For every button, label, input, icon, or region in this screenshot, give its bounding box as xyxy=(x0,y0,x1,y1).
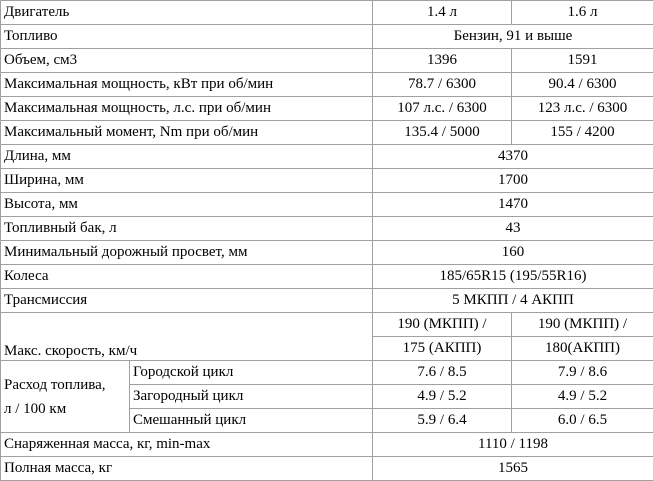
engine-col-1-4: 1.4 л xyxy=(373,1,512,25)
power-kw-value-1-6: 90.4 / 6300 xyxy=(512,73,653,97)
max-speed-1-6-line2: 180(АКПП) xyxy=(512,337,653,361)
torque-value-1-4: 135.4 / 5000 xyxy=(373,121,512,145)
consumption-cycle-city: Городской цикл xyxy=(130,361,373,385)
consumption-city-1-6: 7.9 / 8.6 xyxy=(512,361,653,385)
max-speed-1-6-line1: 190 (МКПП) / xyxy=(512,313,653,337)
length-value: 4370 xyxy=(373,145,653,169)
table-row xyxy=(1,313,653,337)
consumption-cycle-highway: Загородный цикл xyxy=(130,385,373,409)
engine-label: Двигатель xyxy=(1,1,373,25)
power-kw-label: Максимальная мощность, кВт при об/мин xyxy=(1,73,373,97)
height-value: 1470 xyxy=(373,193,653,217)
curb-mass-label: Снаряженная масса, кг, min-max xyxy=(1,433,373,457)
consumption-mixed-1-4: 5.9 / 6.4 xyxy=(373,409,512,433)
consumption-label-line2: л / 100 км xyxy=(4,401,66,417)
fuel-value: Бензин, 91 и выше xyxy=(373,25,653,49)
clearance-value: 160 xyxy=(373,241,653,265)
power-hp-value-1-4: 107 л.с. / 6300 xyxy=(373,97,512,121)
table-row xyxy=(1,241,653,265)
wheels-label: Колеса xyxy=(1,265,373,289)
length-label: Длина, мм xyxy=(1,145,373,169)
table-row xyxy=(1,433,653,457)
table-row xyxy=(1,457,653,481)
consumption-mixed-1-6: 6.0 / 6.5 xyxy=(512,409,653,433)
power-kw-value-1-4: 78.7 / 6300 xyxy=(373,73,512,97)
consumption-label-line1: Расход топлива, xyxy=(4,377,106,393)
transmission-value: 5 МКПП / 4 АКПП xyxy=(373,289,653,313)
max-speed-label: Макс. скорость, км/ч xyxy=(1,313,373,361)
width-label: Ширина, мм xyxy=(1,169,373,193)
power-hp-value-1-6: 123 л.с. / 6300 xyxy=(512,97,653,121)
curb-mass-value: 1110 / 1198 xyxy=(373,433,653,457)
consumption-cycle-mixed: Смешанный цикл xyxy=(130,409,373,433)
table-row xyxy=(1,193,653,217)
volume-label: Объем, см3 xyxy=(1,49,373,73)
table-row xyxy=(1,1,653,25)
torque-value-1-6: 155 / 4200 xyxy=(512,121,653,145)
torque-label: Максимальный момент, Nm при об/мин xyxy=(1,121,373,145)
consumption-highway-1-6: 4.9 / 5.2 xyxy=(512,385,653,409)
table-row xyxy=(1,25,653,49)
width-value: 1700 xyxy=(373,169,653,193)
consumption-label xyxy=(1,361,130,433)
table-row xyxy=(1,121,653,145)
max-speed-1-4-line2: 175 (АКПП) xyxy=(373,337,512,361)
table-row xyxy=(1,265,653,289)
volume-value-1-4: 1396 xyxy=(373,49,512,73)
table-row xyxy=(1,289,653,313)
clearance-label: Минимальный дорожный просвет, мм xyxy=(1,241,373,265)
tank-value: 43 xyxy=(373,217,653,241)
transmission-label: Трансмиссия xyxy=(1,289,373,313)
max-speed-1-4-line1: 190 (МКПП) / xyxy=(373,313,512,337)
table-row xyxy=(1,217,653,241)
table-row xyxy=(1,169,653,193)
table-row xyxy=(1,49,653,73)
table-row xyxy=(1,145,653,169)
consumption-city-1-4: 7.6 / 8.5 xyxy=(373,361,512,385)
gross-mass-value: 1565 xyxy=(373,457,653,481)
engine-col-1-6: 1.6 л xyxy=(512,1,653,25)
volume-value-1-6: 1591 xyxy=(512,49,653,73)
fuel-label: Топливо xyxy=(1,25,373,49)
wheels-value: 185/65R15 (195/55R16) xyxy=(373,265,653,289)
tank-label: Топливный бак, л xyxy=(1,217,373,241)
consumption-highway-1-4: 4.9 / 5.2 xyxy=(373,385,512,409)
power-hp-label: Максимальная мощность, л.с. при об/мин xyxy=(1,97,373,121)
table-row xyxy=(1,361,653,385)
height-label: Высота, мм xyxy=(1,193,373,217)
table-row xyxy=(1,97,653,121)
gross-mass-label: Полная масса, кг xyxy=(1,457,373,481)
table-row xyxy=(1,73,653,97)
